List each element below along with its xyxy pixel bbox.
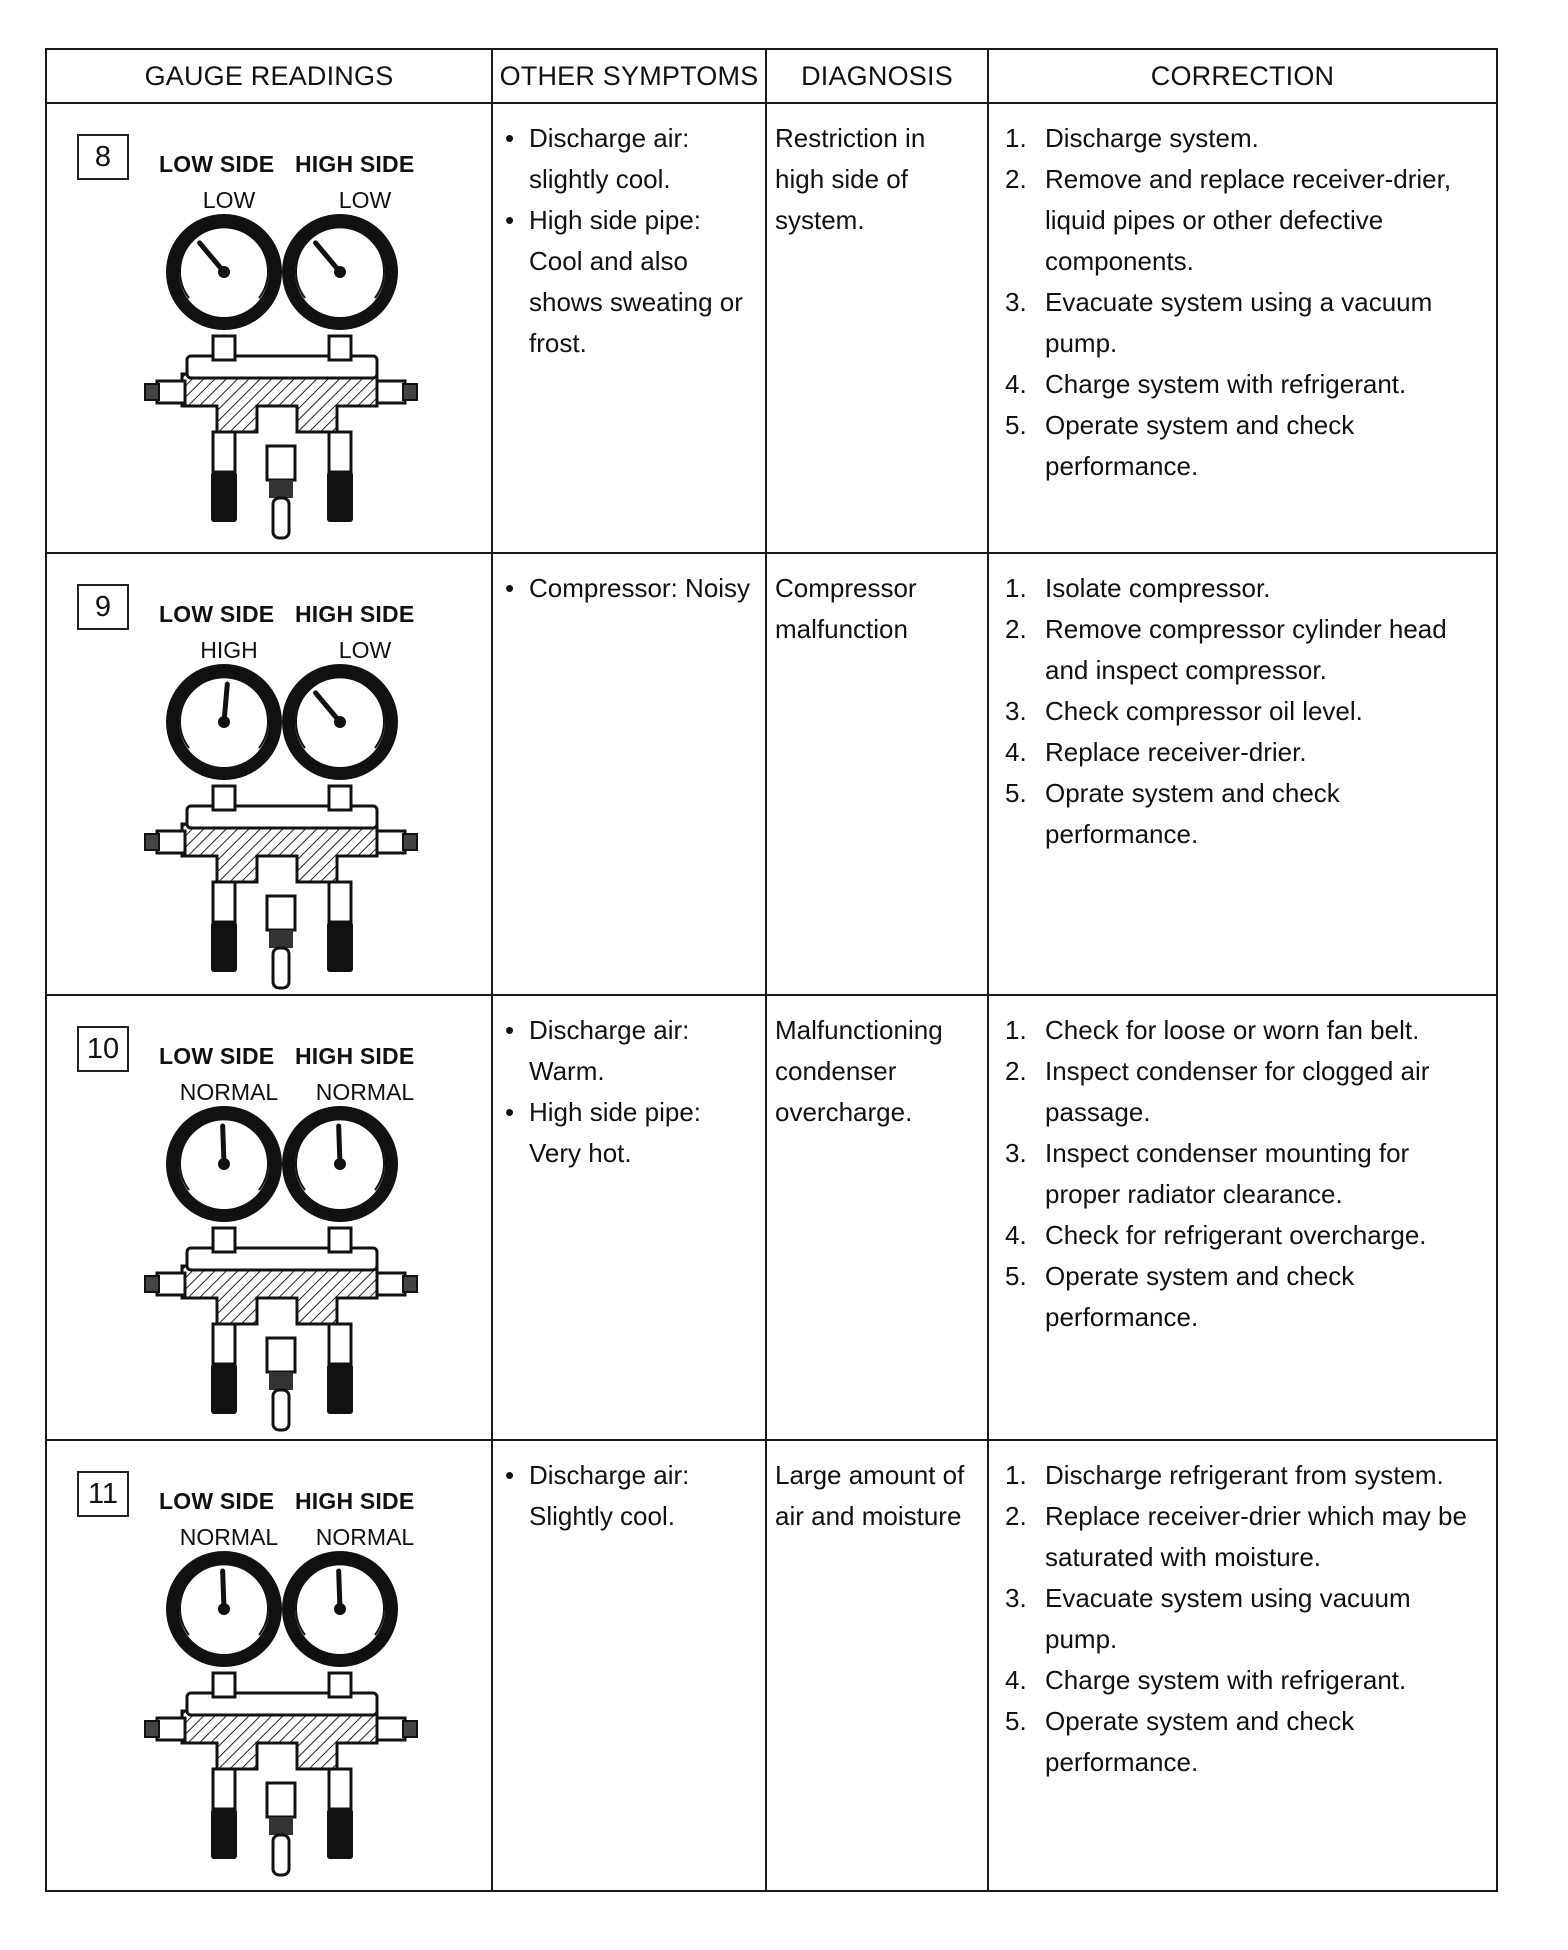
step-text: Check for loose or worn fan belt. — [1045, 1015, 1420, 1045]
low-side-reading: NORMAL — [179, 1524, 279, 1550]
step-text: Operate system and check performance. — [1045, 1706, 1355, 1777]
case-number: 11 — [77, 1471, 129, 1517]
gauge-readings-cell — [46, 553, 492, 995]
correction-step — [997, 159, 1488, 282]
step-number: 2. — [1005, 1056, 1027, 1086]
correction-step — [997, 1701, 1488, 1783]
step-number: 1. — [1005, 1460, 1027, 1490]
correction-step — [997, 1578, 1488, 1660]
step-text: Isolate compressor. — [1045, 573, 1271, 603]
step-number: 1. — [1005, 573, 1027, 603]
correction-step — [997, 773, 1488, 855]
step-number: 3. — [1005, 1138, 1027, 1168]
symptom-item: • Compressor: Noisy — [501, 568, 757, 609]
case-number: 9 — [77, 584, 129, 630]
other-symptoms-cell — [492, 553, 766, 995]
step-text: Evacuate system using vacuum pump. — [1045, 1583, 1411, 1654]
correction-step — [997, 1051, 1488, 1133]
table-header-row — [46, 49, 1497, 103]
manifold-gauge-set-icon — [127, 206, 427, 546]
step-number: 4. — [1005, 1220, 1027, 1250]
correction-cell — [988, 1440, 1497, 1891]
step-text: Charge system with refrigerant. — [1045, 1665, 1407, 1695]
diagnosis-table — [45, 48, 1498, 1892]
correction-step — [997, 118, 1488, 159]
step-text: Inspect condenser for clogged air passage. — [1045, 1056, 1430, 1127]
header-gauge-readings: GAUGE READINGS — [46, 49, 492, 103]
symptom-item: • High side pipe: Cool and also shows sweating or frost. — [501, 200, 757, 364]
correction-step — [997, 1010, 1488, 1051]
header-diagnosis: DIAGNOSIS — [766, 49, 988, 103]
symptom-item: • Discharge air: Warm. — [501, 1010, 757, 1092]
step-number: 4. — [1005, 737, 1027, 767]
step-number: 2. — [1005, 164, 1027, 194]
high-side-label: HIGH SIDE — [295, 1488, 415, 1514]
high-side-label: HIGH SIDE — [295, 151, 415, 177]
correction-step — [997, 691, 1488, 732]
other-symptoms-cell — [492, 1440, 766, 1891]
step-text: Replace receiver-drier which may be saturated with moisture. — [1045, 1501, 1467, 1572]
step-text: Discharge refrigerant from system. — [1045, 1460, 1444, 1490]
high-side-label: HIGH SIDE — [295, 601, 415, 627]
correction-step — [997, 405, 1488, 487]
step-number: 2. — [1005, 1501, 1027, 1531]
correction-step — [997, 364, 1488, 405]
step-text: Discharge system. — [1045, 123, 1259, 153]
diagnosis-cell: Large amount of air and moisture — [766, 1440, 988, 1891]
gauge-readings-cell — [46, 995, 492, 1440]
high-side-label: HIGH SIDE — [295, 1043, 415, 1069]
correction-cell — [988, 995, 1497, 1440]
step-text: Replace receiver-drier. — [1045, 737, 1307, 767]
correction-cell — [988, 553, 1497, 995]
other-symptoms-cell — [492, 103, 766, 553]
correction-step — [997, 1496, 1488, 1578]
step-text: Operate system and check performance. — [1045, 410, 1355, 481]
manifold-gauge-set-icon — [127, 656, 427, 996]
low-side-label: LOW SIDE — [159, 1043, 275, 1069]
symptom-item: • Discharge air: slightly cool. — [501, 118, 757, 200]
step-number: 5. — [1005, 410, 1027, 440]
low-side-reading: LOW — [202, 187, 256, 213]
correction-step — [997, 282, 1488, 364]
step-number: 1. — [1005, 123, 1027, 153]
diagnosis-cell: Compressor malfunction — [766, 553, 988, 995]
high-side-reading: NORMAL — [315, 1524, 415, 1550]
correction-step — [997, 609, 1488, 691]
low-side-reading: NORMAL — [179, 1079, 279, 1105]
side-labels — [159, 144, 431, 185]
step-number: 4. — [1005, 369, 1027, 399]
table-row — [46, 103, 1497, 553]
low-side-label: LOW SIDE — [159, 151, 275, 177]
step-text: Oprate system and check performance. — [1045, 778, 1340, 849]
step-text: Charge system with refrigerant. — [1045, 369, 1407, 399]
correction-step — [997, 732, 1488, 773]
diagnosis-cell: Restriction in high side of system. — [766, 103, 988, 553]
step-text: Remove and replace receiver-drier, liquid pipes or other defective components. — [1045, 164, 1452, 276]
step-number: 3. — [1005, 1583, 1027, 1613]
header-correction: CORRECTION — [988, 49, 1497, 103]
high-side-reading: LOW — [338, 637, 392, 663]
step-number: 5. — [1005, 1706, 1027, 1736]
table-row — [46, 1440, 1497, 1891]
table-row — [46, 553, 1497, 995]
step-text: Inspect condenser mounting for proper radiator clearance. — [1045, 1138, 1410, 1209]
step-text: Remove compressor cylinder head and inspect compressor. — [1045, 614, 1447, 685]
manifold-gauge-set-icon — [127, 1098, 427, 1438]
correction-cell — [988, 103, 1497, 553]
gauge-readings-cell — [46, 1440, 492, 1891]
correction-step — [997, 568, 1488, 609]
side-labels — [159, 1481, 431, 1522]
case-number: 10 — [77, 1026, 129, 1072]
correction-step — [997, 1215, 1488, 1256]
case-number: 8 — [77, 134, 129, 180]
step-number: 3. — [1005, 287, 1027, 317]
step-number: 5. — [1005, 778, 1027, 808]
step-text: Operate system and check performance. — [1045, 1261, 1355, 1332]
correction-step — [997, 1660, 1488, 1701]
diagnosis-cell: Malfunctioning condenser overcharge. — [766, 995, 988, 1440]
table-body — [46, 103, 1497, 1891]
symptom-item: • Discharge air: Slightly cool. — [501, 1455, 757, 1537]
high-side-reading: LOW — [338, 187, 392, 213]
low-side-label: LOW SIDE — [159, 1488, 275, 1514]
symptom-item: • High side pipe: Very hot. — [501, 1092, 757, 1174]
step-text: Check for refrigerant overcharge. — [1045, 1220, 1427, 1250]
step-text: Check compressor oil level. — [1045, 696, 1363, 726]
step-number: 2. — [1005, 614, 1027, 644]
correction-step — [997, 1256, 1488, 1338]
step-number: 5. — [1005, 1261, 1027, 1291]
header-other-symptoms: OTHER SYMPTOMS — [492, 49, 766, 103]
table-row — [46, 995, 1497, 1440]
correction-step — [997, 1455, 1488, 1496]
high-side-reading: NORMAL — [315, 1079, 415, 1105]
step-number: 1. — [1005, 1015, 1027, 1045]
step-number: 3. — [1005, 696, 1027, 726]
correction-step — [997, 1133, 1488, 1215]
step-number: 4. — [1005, 1665, 1027, 1695]
step-text: Evacuate system using a vacuum pump. — [1045, 287, 1433, 358]
side-labels — [159, 594, 431, 635]
gauge-readings-cell — [46, 103, 492, 553]
low-side-reading: HIGH — [200, 637, 258, 663]
manifold-gauge-set-icon — [127, 1543, 427, 1883]
side-labels — [159, 1036, 431, 1077]
low-side-label: LOW SIDE — [159, 601, 275, 627]
other-symptoms-cell — [492, 995, 766, 1440]
